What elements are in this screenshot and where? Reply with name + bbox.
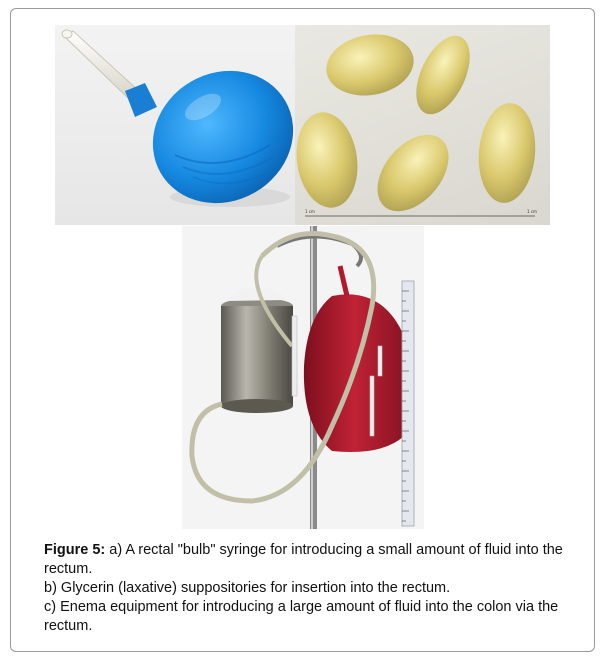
caption-line-a xyxy=(44,541,574,579)
suppositories-illustration xyxy=(295,25,550,225)
bulb-syringe-photo xyxy=(55,25,295,225)
scale-label-right: 1 cm xyxy=(527,209,537,214)
suppositories-photo xyxy=(295,25,550,225)
enema-equipment-photo xyxy=(182,226,424,529)
scale-label-left: 1 cm xyxy=(305,209,315,214)
enema-equipment-illustration xyxy=(182,226,424,529)
caption-line-b: b) Glycerin (laxative) suppositories for insertion into the rectum. xyxy=(44,580,451,596)
figure-caption xyxy=(44,541,574,636)
caption-text-a: a) A rectal "bulb" syringe for introducing a small amount of fluid into the rectum. xyxy=(44,542,563,577)
bulb-syringe-illustration xyxy=(55,25,295,225)
caption-line-c: c) Enema equipment for introducing a large amount of fluid into the colon via the rectum. xyxy=(44,599,559,634)
figure-label: Figure 5: xyxy=(44,542,106,558)
